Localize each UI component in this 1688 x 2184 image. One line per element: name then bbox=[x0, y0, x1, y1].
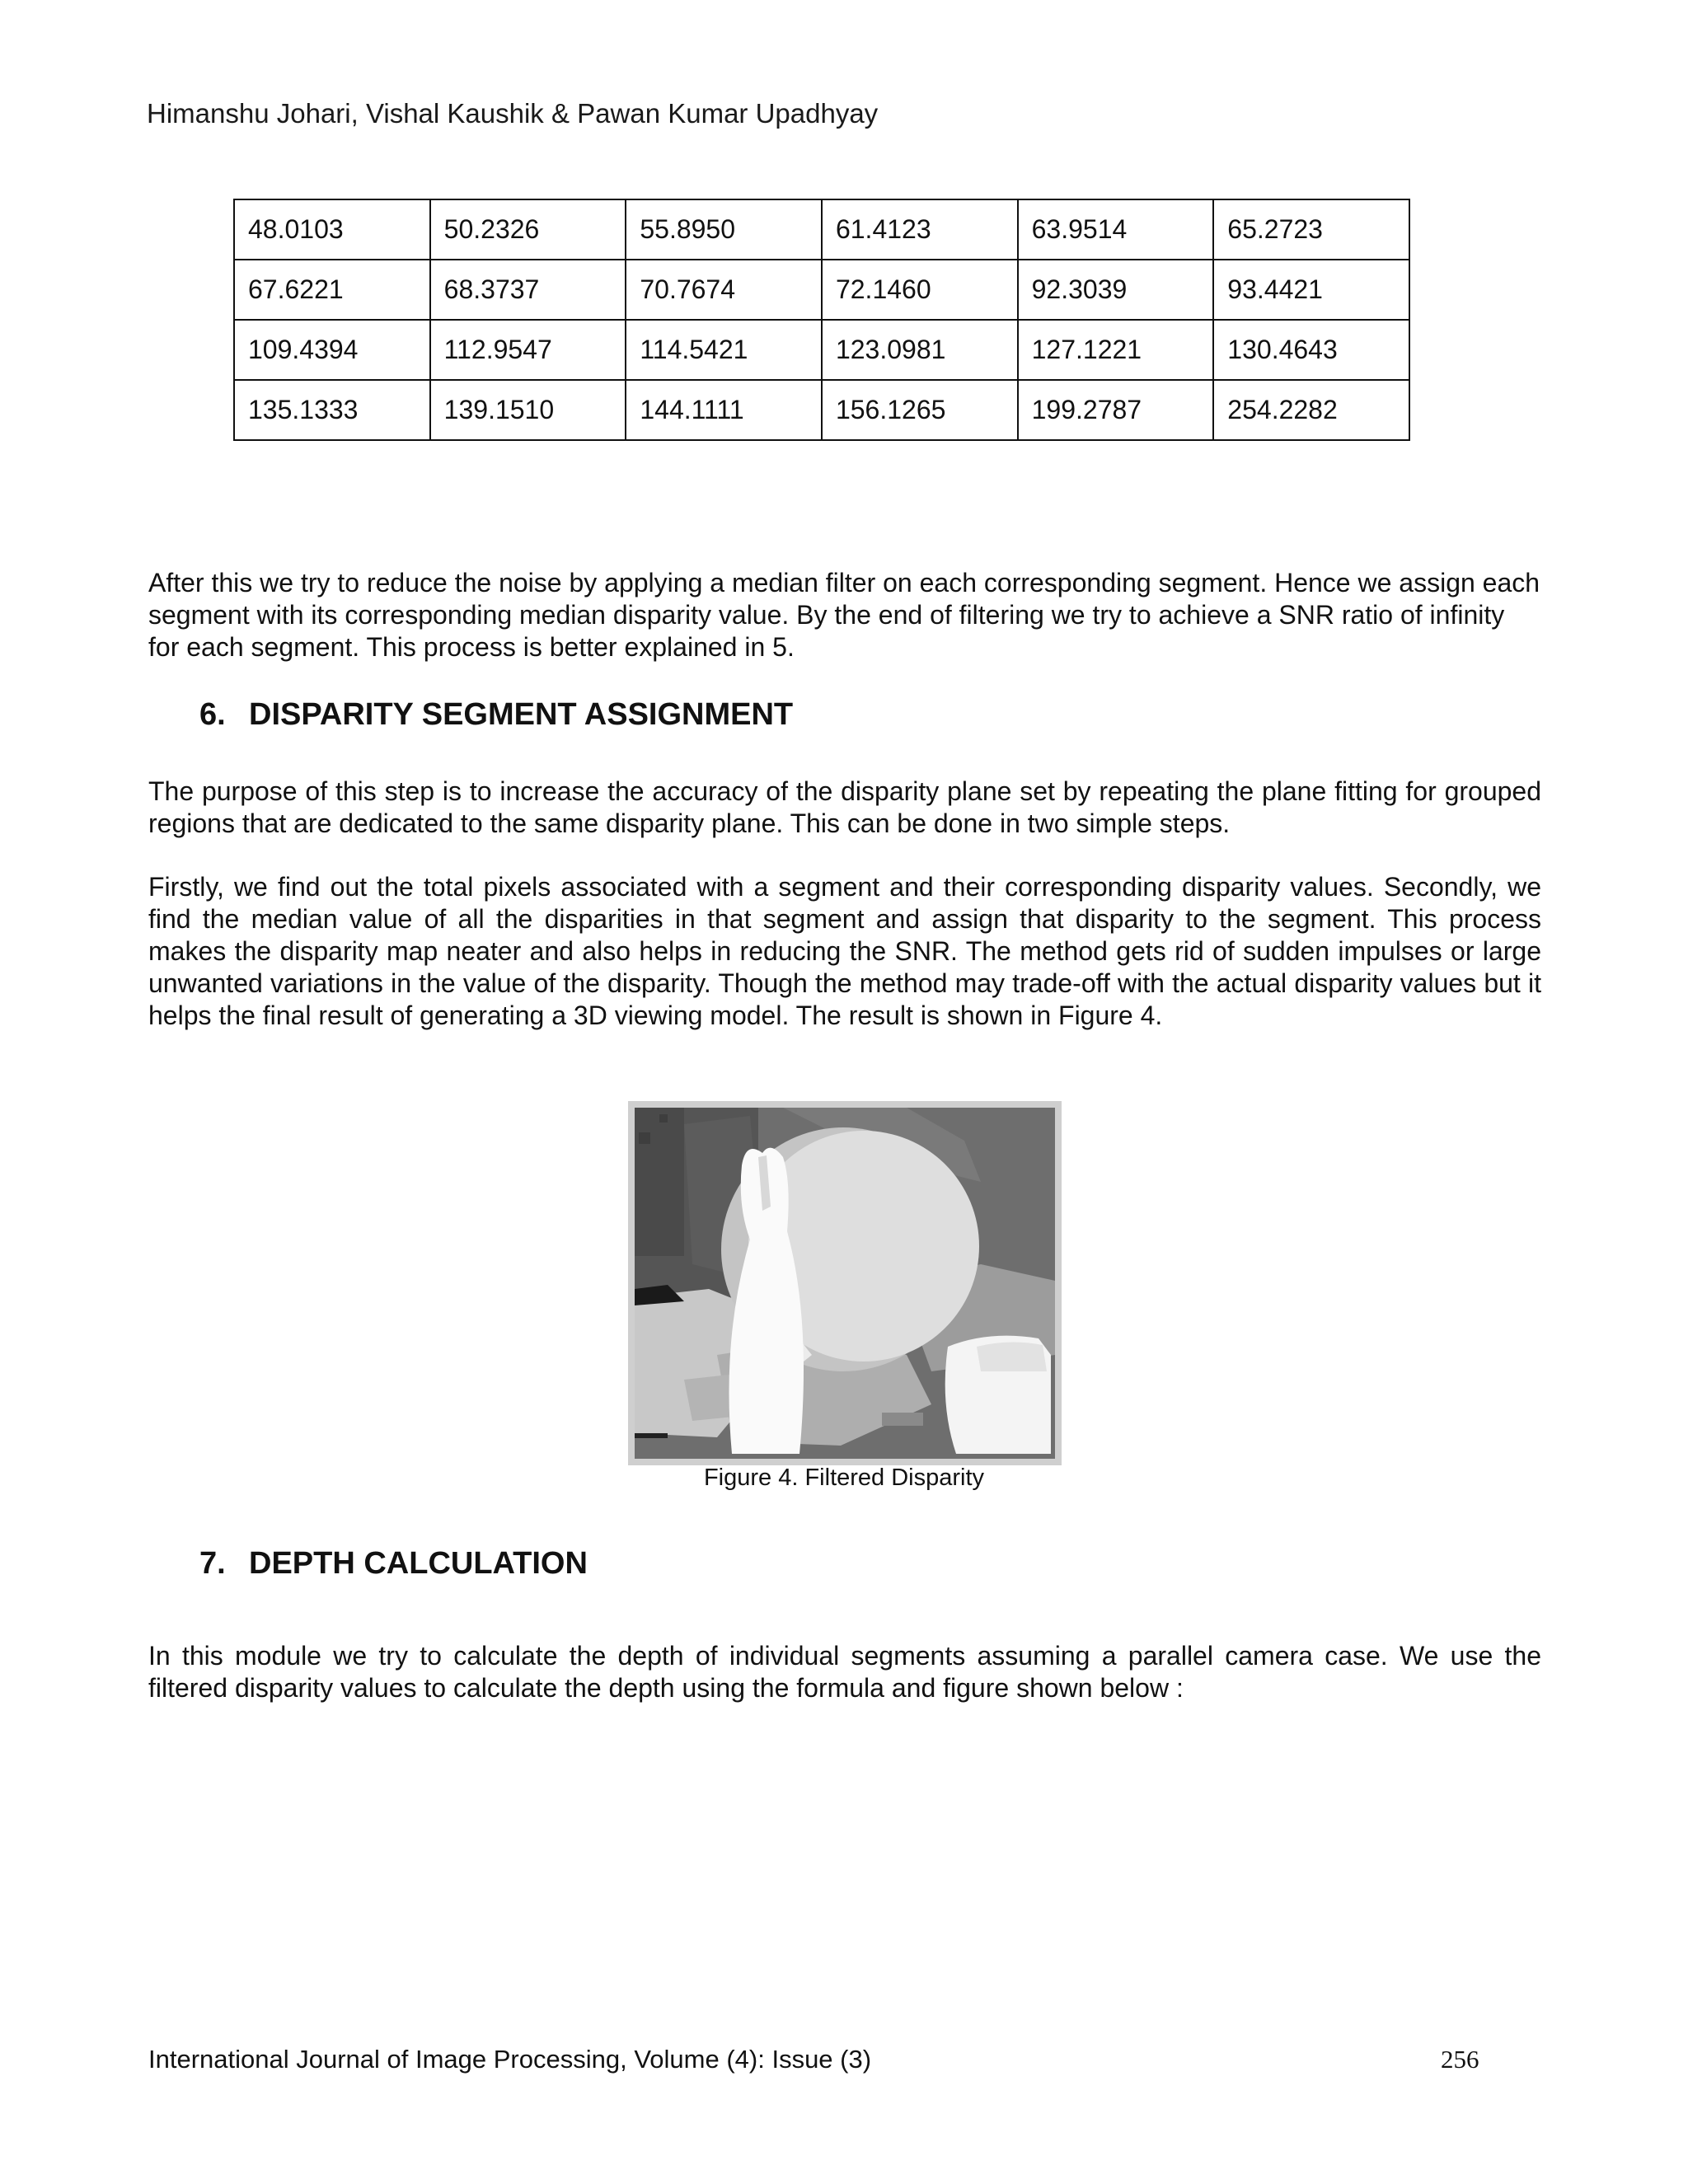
paragraph-firstly: Firstly, we find out the total pixels associated with a segment and their corresponding disparity values. Secondly, we find the median value of all the disparities in that segment and assign that disparity to the segment. This process makes the disparity map neater and also helps in reducing the SNR. The method gets rid of sudden impulses or large unwanted variations in the value of the disparity. Though the method may trade-off with the actual disparity values but it helps the final result of generating a 3D viewing model. The result is shown in Figure 4. bbox=[148, 872, 1541, 1030]
table-cell: 65.2723 bbox=[1213, 199, 1409, 260]
table-cell: 123.0981 bbox=[822, 320, 1018, 380]
section-6-number: 6. bbox=[199, 697, 226, 732]
section-6-heading bbox=[199, 696, 793, 733]
table-cell: 72.1460 bbox=[822, 260, 1018, 320]
journal-footer: International Journal of Image Processing, Volume (4): Issue (3) bbox=[148, 2045, 872, 2074]
table-cell: 109.4394 bbox=[234, 320, 430, 380]
paragraph-noise-filtering: After this we try to reduce the noise by applying a median filter on each corresponding segment. Hence we assign each segment with its corresponding median disparity value. By the end of filtering we try to achieve a SNR ratio of infinity for each segment. This process is better explained in 5. bbox=[148, 568, 1540, 662]
section-7-number: 7. bbox=[199, 1546, 226, 1581]
table-cell: 61.4123 bbox=[822, 199, 1018, 260]
paragraph-depth: In this module we try to calculate the depth of individual segments assuming a parallel camera case. We use the filtered disparity values to calculate the depth using the formula and figure shown below : bbox=[148, 1641, 1541, 1703]
table-cell: 114.5421 bbox=[626, 320, 822, 380]
page-number: 256 bbox=[1441, 2045, 1479, 2074]
table-cell: 135.1333 bbox=[234, 380, 430, 440]
table-cell: 254.2282 bbox=[1213, 380, 1409, 440]
running-header: Himanshu Johari, Vishal Kaushik & Pawan Kumar Upadhyay bbox=[147, 98, 879, 129]
table-cell: 50.2326 bbox=[430, 199, 626, 260]
table-cell: 93.4421 bbox=[1213, 260, 1409, 320]
table-row bbox=[234, 199, 1409, 260]
table-row bbox=[234, 260, 1409, 320]
table-cell: 70.7674 bbox=[626, 260, 822, 320]
figure-filtered-disparity bbox=[628, 1101, 1062, 1465]
section-6-title: DISPARITY SEGMENT ASSIGNMENT bbox=[249, 697, 794, 732]
table-cell: 130.4643 bbox=[1213, 320, 1409, 380]
table-cell: 63.9514 bbox=[1018, 199, 1214, 260]
table-cell: 55.8950 bbox=[626, 199, 822, 260]
table-cell: 48.0103 bbox=[234, 199, 430, 260]
section-7-title: DEPTH CALCULATION bbox=[249, 1546, 588, 1581]
table-cell: 199.2787 bbox=[1018, 380, 1214, 440]
table-cell: 92.3039 bbox=[1018, 260, 1214, 320]
paragraph-purpose: The purpose of this step is to increase the accuracy of the disparity plane set by repeating the plane fitting for grouped regions that are dedicated to the same disparity plane. This can be done in two simple steps. bbox=[148, 776, 1541, 838]
table-cell: 112.9547 bbox=[430, 320, 626, 380]
table-cell: 139.1510 bbox=[430, 380, 626, 440]
table-cell: 67.6221 bbox=[234, 260, 430, 320]
section-7-heading bbox=[199, 1545, 588, 1582]
filtered-disparity-image bbox=[635, 1108, 1055, 1459]
disparity-values-table bbox=[233, 199, 1410, 441]
table-row bbox=[234, 380, 1409, 440]
table-cell: 68.3737 bbox=[430, 260, 626, 320]
table-cell: 127.1221 bbox=[1018, 320, 1214, 380]
table-cell: 144.1111 bbox=[626, 380, 822, 440]
figure-caption: Figure 4. Filtered Disparity bbox=[703, 1465, 985, 1491]
table-cell: 156.1265 bbox=[822, 380, 1018, 440]
table-row bbox=[234, 320, 1409, 380]
